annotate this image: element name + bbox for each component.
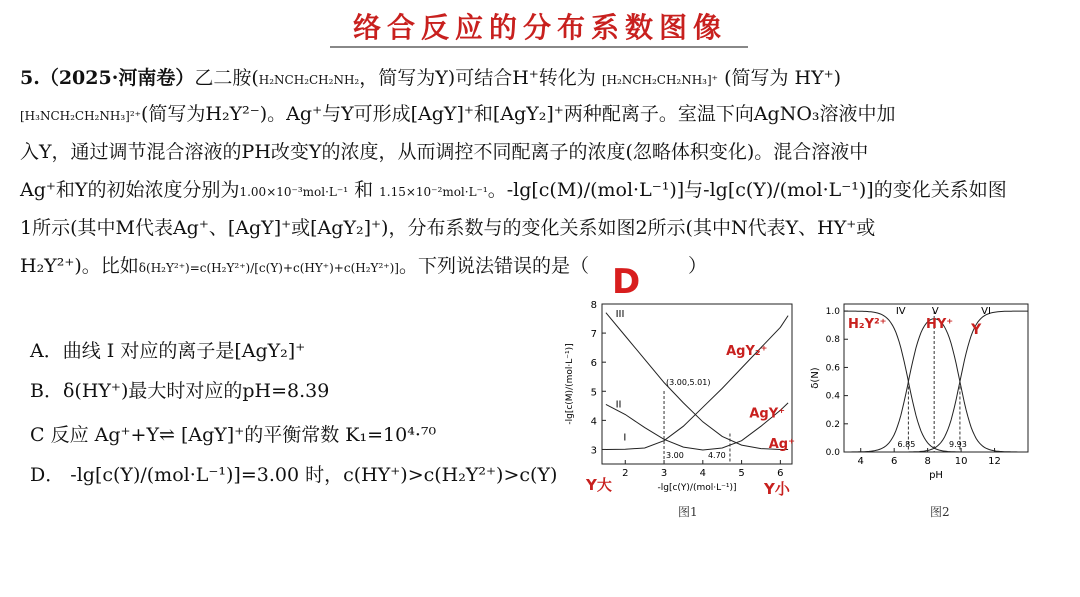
species-label-h2y: H₂Y²⁺ — [848, 317, 887, 332]
point-label: (3.00,5.01) — [666, 377, 711, 387]
x-tick-label: 6 — [890, 456, 898, 467]
x-tick-label: 5 — [738, 468, 745, 479]
y-axis-label: -lg[c(M)/(mol·L⁻¹)] — [565, 343, 575, 425]
y-tick-label: 1.0 — [825, 307, 840, 318]
species-label-hy: HY⁺ — [925, 317, 954, 332]
series-label-III: III — [615, 309, 625, 321]
x-axis-label: -lg[c(Y)/(mol·L⁻¹)] — [657, 483, 737, 493]
q-formula-3: [H₃NCH₂CH₂NH₃]²⁺ — [20, 109, 141, 123]
x-tick-label: 10 — [954, 456, 968, 467]
series-label-V: V — [931, 306, 939, 317]
question-line-4 — [20, 176, 1007, 206]
option-c-text: 反应 Ag⁺+Y⇌ [AgY]⁺的平衡常数 K₁=10⁴·⁷⁰ — [50, 424, 437, 446]
option-d-text: -lg[c(Y)/(mol·L⁻¹)]=3.00 时，c(HY⁺)>c(H₂Y²⁺)>c(Y) — [70, 464, 558, 486]
question-line-3 — [20, 138, 868, 166]
q-text-3: 入Y，通过调节混合溶液的PH改变Y的浓度，从而调控不同配离子的浓度(忽略体积变化)。混合溶液中 — [20, 141, 869, 163]
series-line-V — [844, 319, 1028, 452]
q-text-4b: 。-lg[c(M)/(mol·L⁻¹)]与-lg[c(Y)/(mol·L⁻¹)]的变化关系如图 — [487, 179, 1007, 201]
y-tick-label: 6 — [590, 358, 597, 370]
ion-label-agy: AgY⁺ — [749, 406, 786, 422]
q-text-6c: ） — [688, 255, 708, 277]
x-tick-label: 2 — [622, 468, 629, 479]
figure-1-caption: 图1 — [678, 505, 698, 519]
question-number: 5.（2025·河南卷） — [20, 67, 195, 89]
y-tick-label: 0.2 — [825, 419, 840, 430]
option-b-text: δ(HY⁺)最大时对应的pH=8.39 — [62, 380, 330, 402]
xmark-label-1: 6.85 — [897, 440, 916, 449]
question-line-6-close — [688, 252, 707, 280]
series-line-VI — [844, 311, 1028, 452]
q-formula-delta: δ(H₂Y²⁺)=c(H₂Y²⁺)/[c(Y)+c(HY⁺)+c(H₂Y²⁺)] — [138, 261, 399, 275]
y-tick-label: 0.4 — [825, 391, 840, 402]
ion-label-agy2: AgY₂⁺ — [726, 343, 768, 359]
q-text-4and: 和 — [354, 179, 374, 201]
figure-2-chart — [808, 296, 1034, 506]
q-text-2: (简写为H₂Y²⁻)。Ag⁺与Y可形成[AgY]⁺和[AgY₂]⁺两种配离子。室温下向AgNO₃溶液中加 — [140, 103, 896, 125]
y-tick-label: 5 — [590, 387, 597, 399]
y-tick-label: 0.0 — [825, 448, 840, 458]
label-y-large: Y大 — [586, 476, 612, 494]
q-conc-ag: 1.00×10⁻³mol·L⁻¹ — [239, 185, 349, 199]
x-axis-label: pH — [929, 470, 943, 481]
x-tick-label: 4 — [857, 456, 864, 467]
y-axis-label: δ(N) — [810, 367, 821, 389]
x-tick-label: 8 — [924, 456, 931, 467]
x-tick-label: 6 — [777, 468, 784, 479]
series-label-I: I — [623, 432, 627, 444]
option-b[interactable] — [30, 378, 329, 404]
question-line-6 — [20, 252, 589, 282]
q-text-5: 1所示(其中M代表Ag⁺、[AgY]⁺或[AgY₂]⁺)，分布系数与的变化关系如图2所示(其中N代表Y、HY⁺或 — [20, 217, 876, 239]
ion-label-ag: Ag⁺ — [768, 437, 795, 452]
y-tick-label: 8 — [590, 300, 597, 311]
y-tick-label: 7 — [590, 329, 597, 341]
series-label-VI: VI — [981, 306, 991, 317]
option-c-label: C — [30, 424, 45, 446]
x-tick-label: 4 — [699, 468, 707, 479]
species-label-y: Y — [971, 322, 982, 338]
question-line-5 — [20, 214, 875, 242]
label-y-small: Y小 — [764, 480, 790, 498]
option-b-label: B． — [30, 380, 63, 402]
y-tick-label: 3 — [590, 445, 597, 457]
q-formula-2: [H₂NCH₂CH₂NH₃]⁺ — [601, 73, 719, 87]
xmark-label-2: 9.93 — [949, 440, 967, 449]
option-d[interactable] — [30, 462, 557, 488]
option-d-label: D． — [30, 464, 65, 486]
option-a-text: 曲线 I 对应的离子是[AgY₂]⁺ — [62, 340, 306, 362]
q-text-1b: ，简写为Y)可结合H⁺转化为 — [359, 67, 596, 89]
q-text-4a: Ag⁺和Y的初始浓度分别为 — [20, 179, 240, 201]
series-label-II: II — [615, 399, 622, 411]
xmark-label-1: 3.00 — [666, 451, 684, 460]
q-formula-1: H₂NCH₂CH₂NH₂ — [258, 73, 360, 87]
question-line-1 — [20, 64, 841, 94]
series-label-IV: IV — [895, 306, 906, 317]
option-c[interactable] — [30, 422, 436, 448]
figure-2-caption: 图2 — [930, 505, 950, 519]
figure-1-chart — [560, 296, 810, 506]
option-a[interactable] — [30, 338, 305, 364]
xmark-label-2: 4.70 — [707, 451, 726, 460]
answer-mark: D — [612, 262, 641, 302]
y-tick-label: 4 — [590, 416, 597, 428]
option-a-label: A． — [30, 340, 63, 362]
question-line-2 — [20, 100, 896, 130]
series-line-IV — [844, 311, 1028, 452]
q-conc-y: 1.15×10⁻²mol·L⁻¹ — [379, 185, 488, 199]
y-tick-label: 0.8 — [825, 335, 840, 346]
q-text-1a: 乙二胺( — [194, 67, 259, 89]
q-text-6a: H₂Y²⁺)。比如 — [20, 255, 139, 277]
y-tick-label: 0.6 — [825, 363, 840, 374]
title-underline — [330, 46, 748, 48]
q-text-1c: (简写为 HY⁺) — [724, 67, 842, 89]
x-tick-label: 12 — [988, 456, 1001, 467]
x-tick-label: 3 — [660, 468, 668, 479]
q-text-6b: 。下列说法错误的是（ — [398, 255, 589, 277]
page-title: 络合反应的分布系数图像 — [352, 11, 727, 44]
